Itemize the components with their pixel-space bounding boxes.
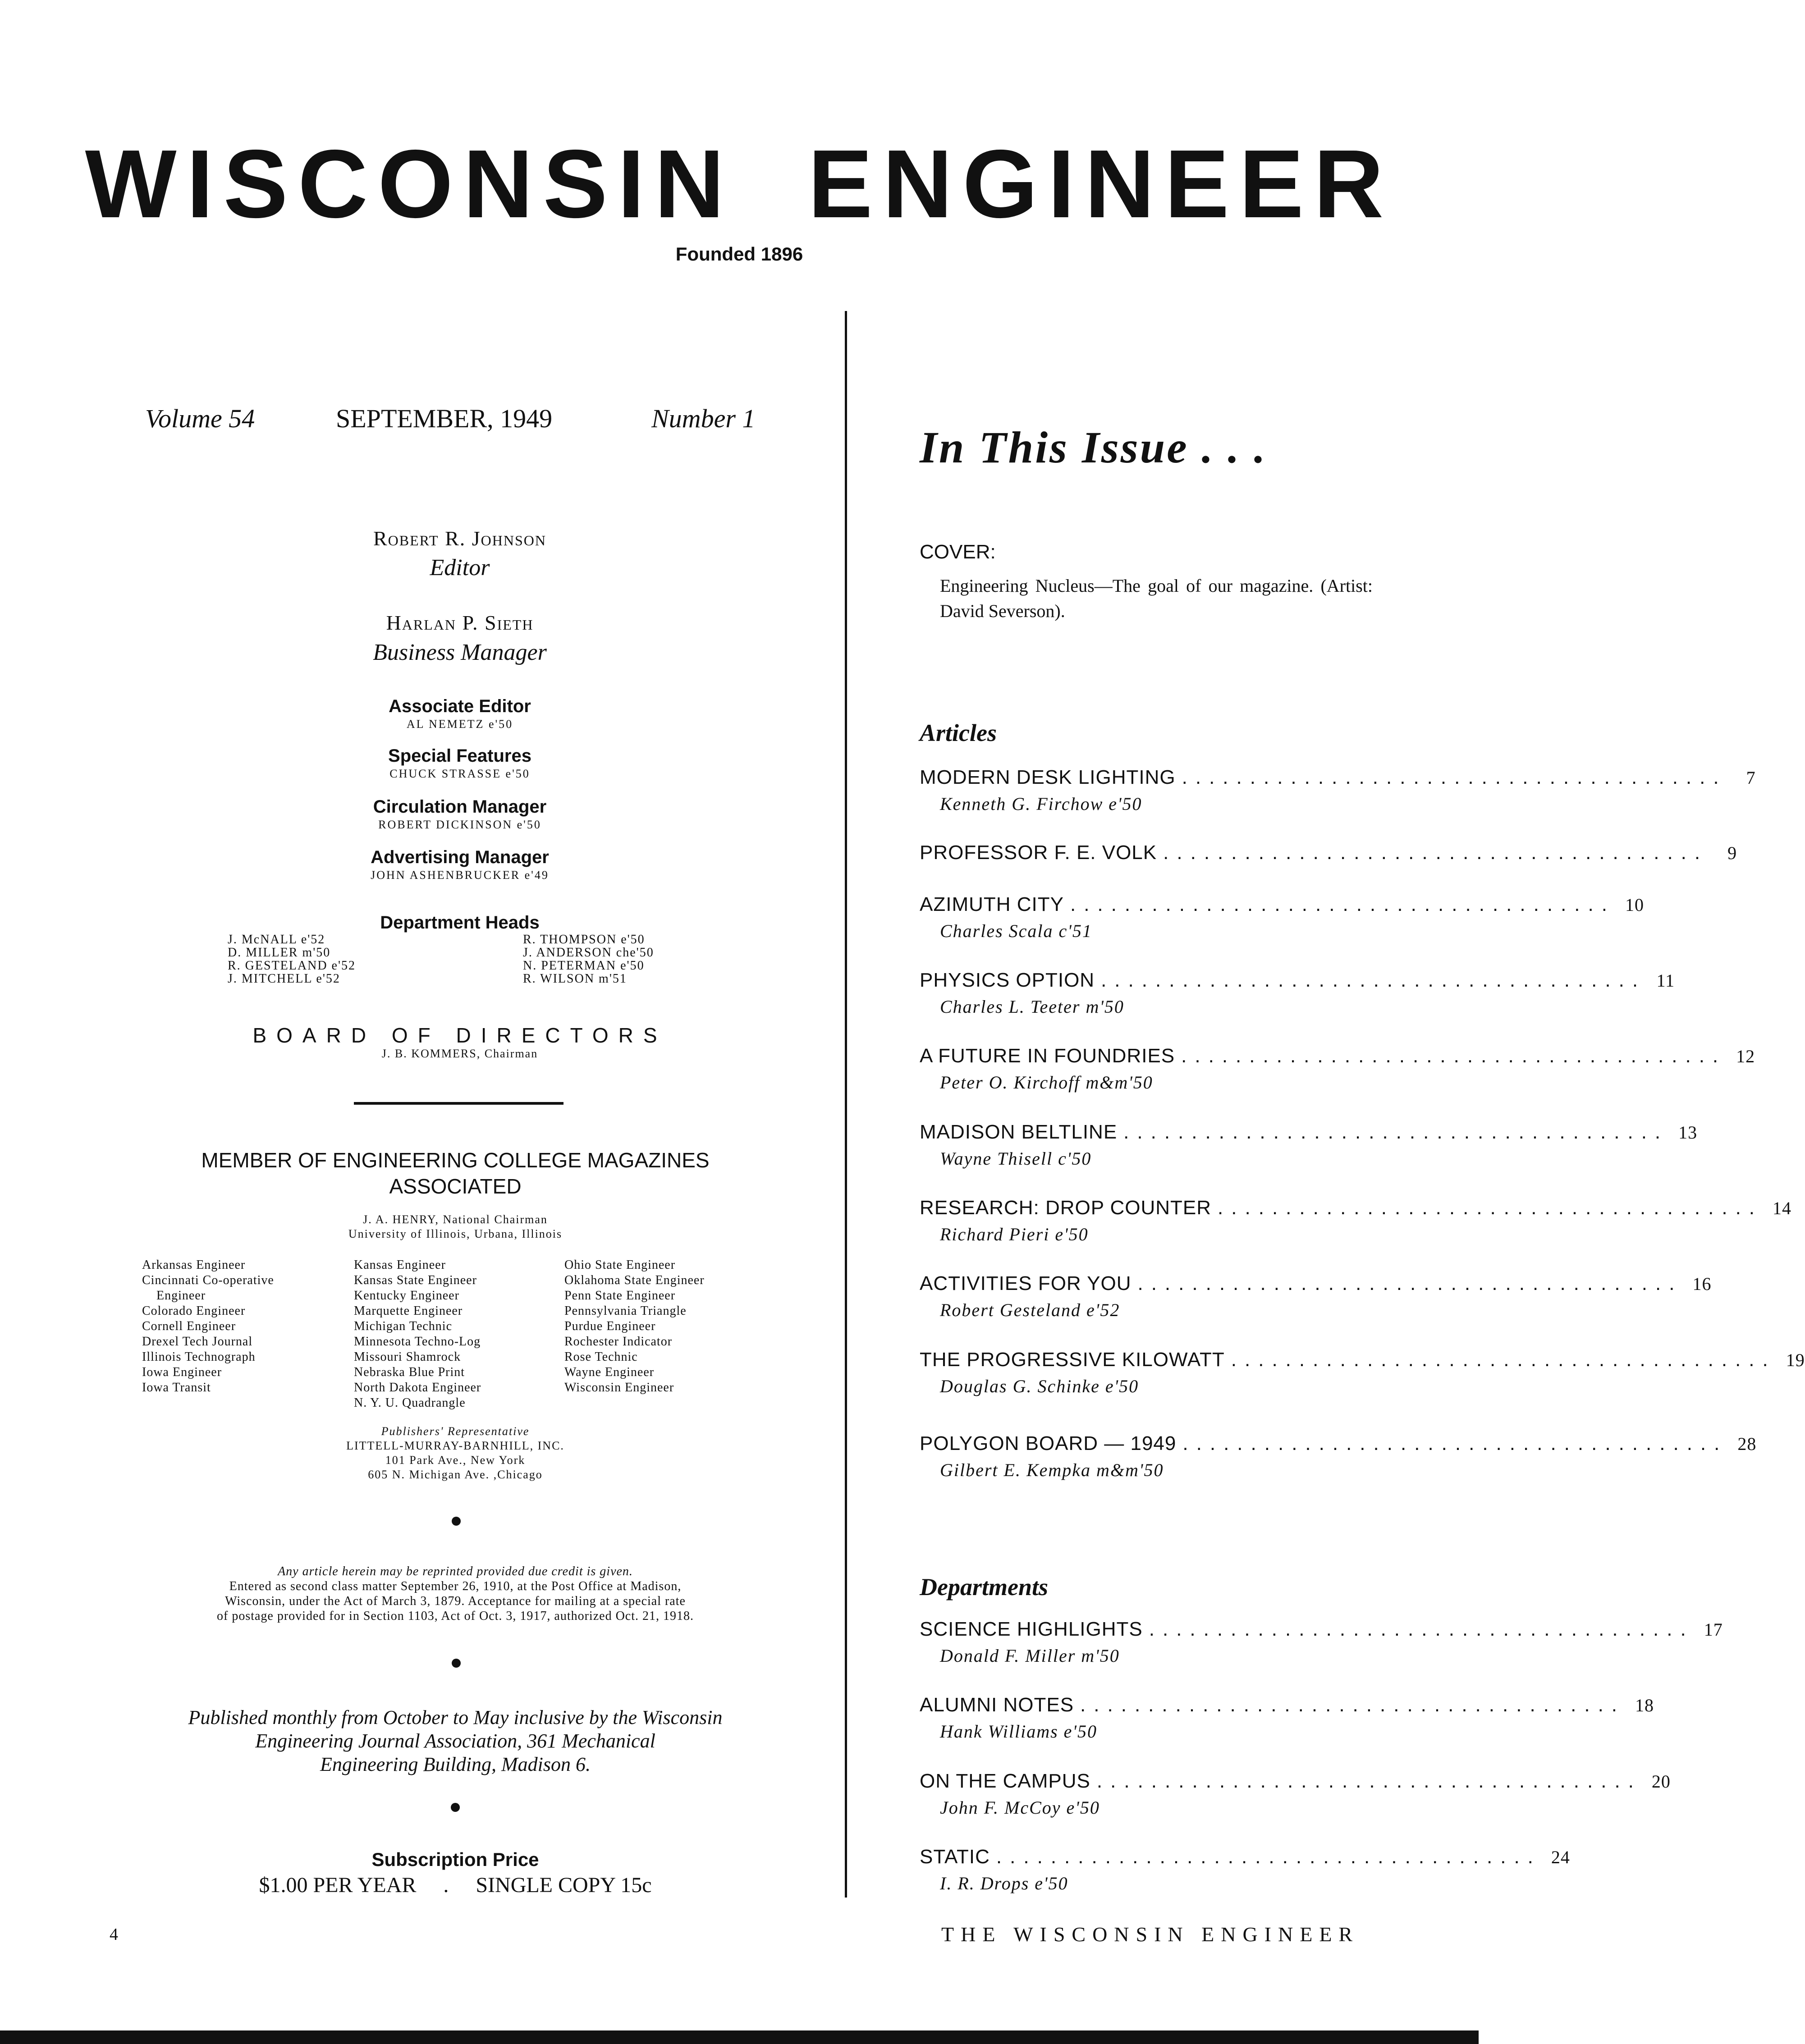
toc-entry-line <box>920 766 1756 789</box>
toc-entry <box>920 1618 1723 1666</box>
toc-entry <box>920 1045 1755 1093</box>
toc-entry-line <box>920 1770 1671 1793</box>
department-heads-title: Department Heads <box>380 913 540 933</box>
toc-entry-line <box>920 841 1737 864</box>
dot-leader: ........................................ <box>1163 841 1709 864</box>
articles-heading: Articles <box>920 719 997 746</box>
business-manager-name: Harlan P. Sieth <box>386 611 534 634</box>
special-features-title: Special Features <box>388 746 531 766</box>
toc-title: STATIC <box>920 1846 990 1868</box>
dot-leader: ........................................ <box>1182 1432 1728 1454</box>
toc-title: AZIMUTH CITY <box>920 893 1064 915</box>
magazine-name: Colorado Engineer <box>142 1304 246 1318</box>
toc-author: I. R. Drops e'50 <box>940 1873 1068 1893</box>
dot-leader: ........................................ <box>996 1846 1541 1868</box>
magazine-name: N. Y. U. Quadrangle <box>354 1396 466 1410</box>
magazine-name: Kansas State Engineer <box>354 1273 477 1287</box>
toc-entry <box>920 1846 1570 1894</box>
toc-page: 14 <box>1773 1198 1792 1218</box>
toc-page: 11 <box>1656 970 1675 991</box>
toc-entry-line <box>920 1432 1757 1455</box>
department-head: J. ANDERSON che'50 <box>523 946 654 960</box>
toc-author: John F. McCoy e'50 <box>940 1797 1100 1818</box>
toc-title: POLYGON BOARD — 1949 <box>920 1432 1177 1454</box>
national-chairman <box>135 1212 775 1241</box>
toc-entry-line <box>920 1349 1805 1371</box>
toc-author: Kenneth G. Firchow e'50 <box>940 794 1142 814</box>
magazine-name: Minnesota Techno-Log <box>354 1335 481 1349</box>
toc-page: 9 <box>1727 843 1737 863</box>
toc-entry <box>920 1770 1671 1818</box>
toc-page: 7 <box>1746 768 1756 788</box>
bullet-dot <box>452 1517 461 1526</box>
dot-leader: ........................................ <box>1070 893 1615 915</box>
reprint-line: Wisconsin, under the Act of March 3, 1879. Acceptance for mailing at a special rate <box>225 1594 686 1608</box>
toc-author: Peter O. Kirchoff m&m'50 <box>940 1072 1153 1093</box>
toc-title: A FUTURE IN FOUNDRIES <box>920 1045 1175 1067</box>
volume-label: Volume 54 <box>145 404 255 433</box>
magazine-name: Wisconsin Engineer <box>564 1381 674 1395</box>
magazine-name: Pennsylvania Triangle <box>564 1304 687 1318</box>
footer-title: THE WISCONSIN ENGINEER <box>941 1923 1360 1946</box>
toc-page: 17 <box>1704 1619 1723 1640</box>
toc-page: 19 <box>1786 1350 1805 1370</box>
toc-page: 13 <box>1678 1122 1698 1143</box>
toc-title: ALUMNI NOTES <box>920 1694 1074 1716</box>
publication-line: Published monthly from October to May inclusive by the Wisconsin <box>188 1706 723 1728</box>
business-manager-role: Business Manager <box>373 640 547 665</box>
toc-entry <box>920 969 1675 1017</box>
toc-entry-line <box>920 969 1675 992</box>
toc-title: MADISON BELTLINE <box>920 1121 1118 1143</box>
dot-leader: ........................................ <box>1182 766 1727 788</box>
cover-label: COVER: <box>920 541 996 563</box>
departments-heading: Departments <box>920 1573 1049 1600</box>
magazine-name: Iowa Transit <box>142 1381 211 1395</box>
issue-number: Number 1 <box>651 404 756 433</box>
cover-description: Engineering Nucleus—The goal of our magazine. (Artist: David Severson). <box>940 576 1373 621</box>
bottom-edge-bar <box>0 2030 1479 2044</box>
department-head: D. MILLER m'50 <box>228 946 331 960</box>
toc-author: Wayne Thisell c'50 <box>940 1148 1092 1169</box>
magazine-name: Wayne Engineer <box>564 1365 655 1379</box>
member-heading-line: ASSOCIATED <box>389 1175 522 1198</box>
toc-author: Gilbert E. Kempka m&m'50 <box>940 1460 1164 1480</box>
toc-entry-line <box>920 1121 1698 1143</box>
subscription-title: Subscription Price <box>371 1849 539 1870</box>
toc-author: Robert Gesteland e'52 <box>940 1300 1120 1320</box>
magazine-name: Nebraska Blue Print <box>354 1365 465 1379</box>
magazine-name: Rochester Indicator <box>564 1335 673 1349</box>
chairman-line: J. A. HENRY, National Chairman <box>363 1213 548 1226</box>
toc-page: 10 <box>1625 895 1644 915</box>
publishers-rep-label: Publishers' Representative <box>381 1425 530 1438</box>
department-head: R. THOMPSON e'50 <box>523 933 645 947</box>
publishers-rep-line: LITTELL-MURRAY-BARNHILL, INC. <box>346 1439 564 1452</box>
magazine-name: Penn State Engineer <box>564 1289 676 1303</box>
toc-entry-line <box>920 893 1644 916</box>
subscription-price: $1.00 PER YEAR . SINGLE COPY 15c <box>259 1873 652 1897</box>
masthead-title: WISCONSIN ENGINEER <box>85 129 1394 238</box>
publication-notice <box>135 1706 775 1776</box>
page-number: 4 <box>110 1925 118 1944</box>
department-head: J. McNALL e'52 <box>228 933 325 947</box>
toc-author: Douglas G. Schinke e'50 <box>940 1376 1139 1396</box>
toc-title: MODERN DESK LIGHTING <box>920 766 1176 788</box>
department-heads-right <box>523 933 654 985</box>
department-head: R. GESTELAND e'52 <box>228 959 356 973</box>
toc-title: PROFESSOR F. E. VOLK <box>920 841 1157 864</box>
magazine-name: Missouri Shamrock <box>354 1350 461 1364</box>
issue-date: SEPTEMBER, 1949 <box>336 404 553 433</box>
circulation-manager-name: ROBERT DICKINSON e'50 <box>378 818 541 831</box>
magazine-name: Drexel Tech Journal <box>142 1335 253 1349</box>
toc-entry <box>920 766 1756 814</box>
board-chairman: J. B. KOMMERS, Chairman <box>381 1047 538 1060</box>
bullet-dot <box>451 1803 460 1812</box>
dot-leader: ........................................ <box>1123 1121 1669 1143</box>
toc-entry-line <box>920 1694 1654 1716</box>
contents-heading: In This Issue . . . <box>920 422 1267 472</box>
magazine-name: Engineer <box>156 1289 206 1303</box>
magazine-name: Cornell Engineer <box>142 1319 236 1333</box>
reprint-line: of postage provided for in Section 1103, Act of Oct. 3, 1917, authorized Oct. 21, 1918. <box>217 1609 694 1623</box>
magazine-name: North Dakota Engineer <box>354 1381 481 1395</box>
toc-title: RESEARCH: DROP COUNTER <box>920 1197 1212 1219</box>
founded-line: Founded 1896 <box>675 243 803 265</box>
toc-title: PHYSICS OPTION <box>920 969 1095 991</box>
department-head: R. WILSON m'51 <box>523 972 627 986</box>
publishers-representative <box>270 1424 640 1482</box>
publishers-rep-line: 605 N. Michigan Ave. ,Chicago <box>368 1468 543 1481</box>
toc-entry-line <box>920 1846 1570 1868</box>
toc-author: Charles Scala c'51 <box>940 921 1092 941</box>
toc-entry-line <box>920 1045 1755 1067</box>
toc-entry <box>920 1432 1757 1481</box>
member-heading-line: MEMBER OF ENGINEERING COLLEGE MAGAZINES <box>201 1148 710 1172</box>
toc-page: 24 <box>1551 1847 1570 1867</box>
magazine-name: Cincinnati Co-operative <box>142 1273 274 1287</box>
magazine-list-col1 <box>142 1257 274 1395</box>
magazine-name: Kentucky Engineer <box>354 1289 459 1303</box>
special-features-name: CHUCK STRASSE e'50 <box>389 767 530 780</box>
toc-title: ON THE CAMPUS <box>920 1770 1090 1792</box>
magazine-name: Arkansas Engineer <box>142 1258 246 1272</box>
dot-leader: ........................................ <box>1231 1349 1776 1371</box>
associate-editor-name: AL NEMETZ e'50 <box>406 718 513 731</box>
magazine-list-col3 <box>564 1257 705 1395</box>
toc-entry <box>920 1197 1792 1245</box>
magazine-name: Marquette Engineer <box>354 1304 463 1318</box>
column-divider <box>845 311 847 1898</box>
department-head: N. PETERMAN e'50 <box>523 959 645 973</box>
toc-entry <box>920 1349 1805 1397</box>
editor-name: Robert R. Johnson <box>373 527 547 550</box>
magazine-name: Purdue Engineer <box>564 1319 656 1333</box>
toc-entry <box>920 841 1737 864</box>
magazine-name: Kansas Engineer <box>354 1258 446 1272</box>
toc-page: 16 <box>1692 1274 1712 1294</box>
department-heads-left <box>228 933 356 985</box>
magazine-name: Oklahoma State Engineer <box>564 1273 705 1287</box>
magazine-name: Michigan Technic <box>354 1319 453 1333</box>
publication-line: Engineering Journal Association, 361 Mechanical <box>255 1730 655 1752</box>
toc-title: SCIENCE HIGHLIGHTS <box>920 1618 1143 1640</box>
toc-page: 12 <box>1736 1046 1755 1066</box>
dot-leader: ........................................ <box>1218 1197 1763 1219</box>
dot-leader: ........................................ <box>1149 1618 1694 1640</box>
toc-entry <box>920 1272 1712 1321</box>
magazine-name: Illinois Technograph <box>142 1350 256 1364</box>
reprint-line: Entered as second class matter September 26, 1910, at the Post Office at Madison, <box>229 1579 682 1593</box>
publication-line: Engineering Building, Madison 6. <box>320 1753 591 1775</box>
magazine-name: Ohio State Engineer <box>564 1258 676 1272</box>
bullet-dot <box>452 1659 461 1668</box>
dot-leader: ........................................ <box>1080 1694 1626 1716</box>
dot-leader: ........................................ <box>1096 1770 1642 1792</box>
dot-leader: ........................................ <box>1137 1272 1683 1294</box>
toc-page: 20 <box>1651 1771 1671 1792</box>
advertising-manager-title: Advertising Manager <box>371 847 549 867</box>
department-head: J. MITCHELL e'52 <box>228 972 340 986</box>
toc-entry-line <box>920 1272 1712 1295</box>
reprint-notice <box>135 1564 775 1623</box>
magazine-name: Iowa Engineer <box>142 1365 222 1379</box>
magazine-list-col2 <box>354 1257 481 1411</box>
editor-role: Editor <box>430 555 490 581</box>
publishers-rep-line: 101 Park Ave., New York <box>385 1454 526 1467</box>
toc-author: Richard Pieri e'50 <box>940 1224 1089 1244</box>
section-rule <box>354 1102 563 1105</box>
toc-title: ACTIVITIES FOR YOU <box>920 1272 1132 1294</box>
toc-author: Hank Williams e'50 <box>940 1721 1097 1742</box>
toc-entry <box>920 1121 1698 1169</box>
toc-title: THE PROGRESSIVE KILOWATT <box>920 1349 1225 1371</box>
toc-author: Charles L. Teeter m'50 <box>940 997 1124 1017</box>
magazine-name: Rose Technic <box>564 1350 638 1364</box>
toc-page: 18 <box>1635 1695 1654 1715</box>
dot-leader: ........................................ <box>1101 969 1646 991</box>
toc-entry <box>920 893 1644 942</box>
chairman-line: University of Illinois, Urbana, Illinois <box>348 1227 563 1240</box>
associate-editor-title: Associate Editor <box>389 696 531 716</box>
toc-entry-line <box>920 1618 1723 1641</box>
member-heading <box>135 1147 775 1199</box>
board-of-directors-title: BOARD OF DIRECTORS <box>252 1024 667 1047</box>
toc-page: 28 <box>1737 1434 1757 1454</box>
reprint-line: Any article herein may be reprinted provided due credit is given. <box>278 1564 633 1578</box>
circulation-manager-title: Circulation Manager <box>373 797 547 817</box>
toc-entry <box>920 1694 1654 1742</box>
advertising-manager-name: JOHN ASHENBRUCKER e'49 <box>371 869 549 882</box>
toc-entry-line <box>920 1197 1792 1219</box>
toc-author: Donald F. Miller m'50 <box>940 1646 1120 1666</box>
dot-leader: ........................................ <box>1181 1045 1727 1067</box>
